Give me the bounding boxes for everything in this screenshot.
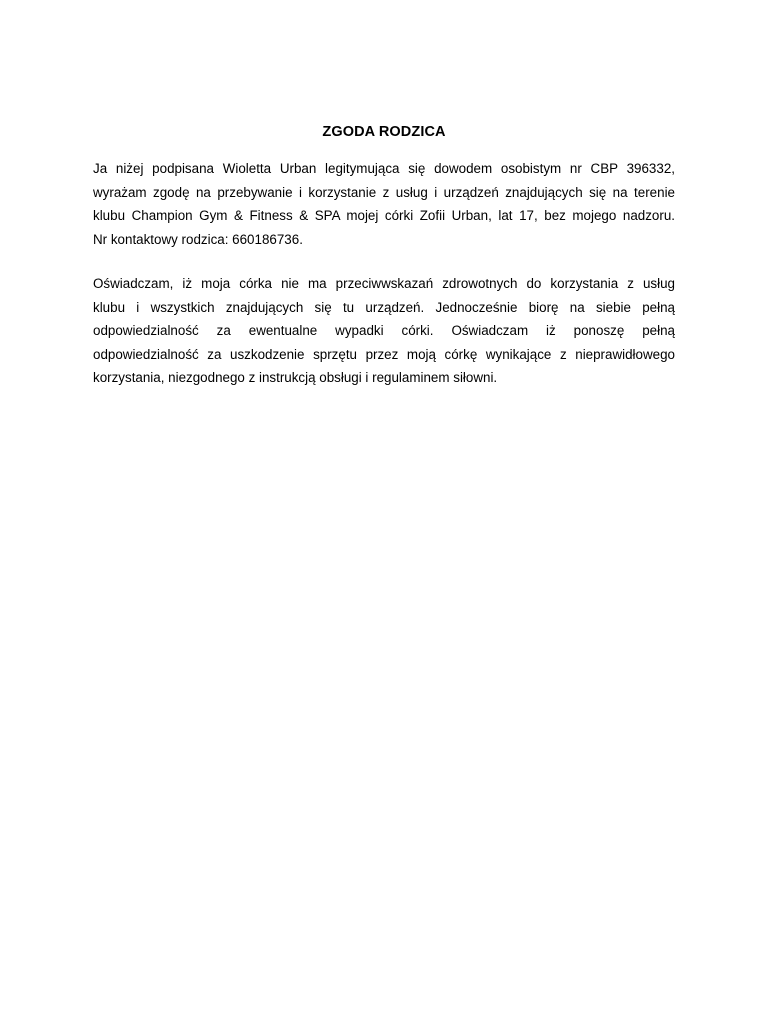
declaration-paragraph [93, 272, 675, 390]
paragraph-line: wyrażam zgodę na przebywanie i korzystanie z usług i urządzeń znajdujących się na terenie [93, 184, 675, 200]
paragraph-line: korzystania, niezgodnego z instrukcją obsługi i regulaminem siłowni. [93, 370, 498, 385]
document-title: ZGODA RODZICA [322, 124, 446, 140]
paragraph-line: klubu i wszystkich znajdujących się tu urządzeń. Jednocześnie biorę na siebie pełną [93, 299, 675, 315]
paragraph-line: Nr kontaktowy rodzica: 660186736. [93, 231, 303, 247]
paragraph-line: odpowiedzialność za ewentualne wypadki córki. Oświadczam iż ponoszę pełną [93, 323, 675, 338]
paragraph-line: Oświadczam, iż moja córka nie ma przeciwwskazań zdrowotnych do korzystania z usług [93, 276, 675, 291]
paragraph-line: odpowiedzialność za uszkodzenie sprzętu przez moją córkę wynikające z nieprawidłowego [93, 346, 675, 362]
paragraph-line: Ja niżej podpisana Wioletta Urban legitymująca się dowodem osobistym nr CBP 396332, [93, 161, 675, 176]
paragraph-line: klubu Champion Gym & Fitness & SPA mojej córki Zofii Urban, lat 17, bez mojego nadzoru. [93, 208, 675, 223]
consent-paragraph [93, 157, 675, 251]
